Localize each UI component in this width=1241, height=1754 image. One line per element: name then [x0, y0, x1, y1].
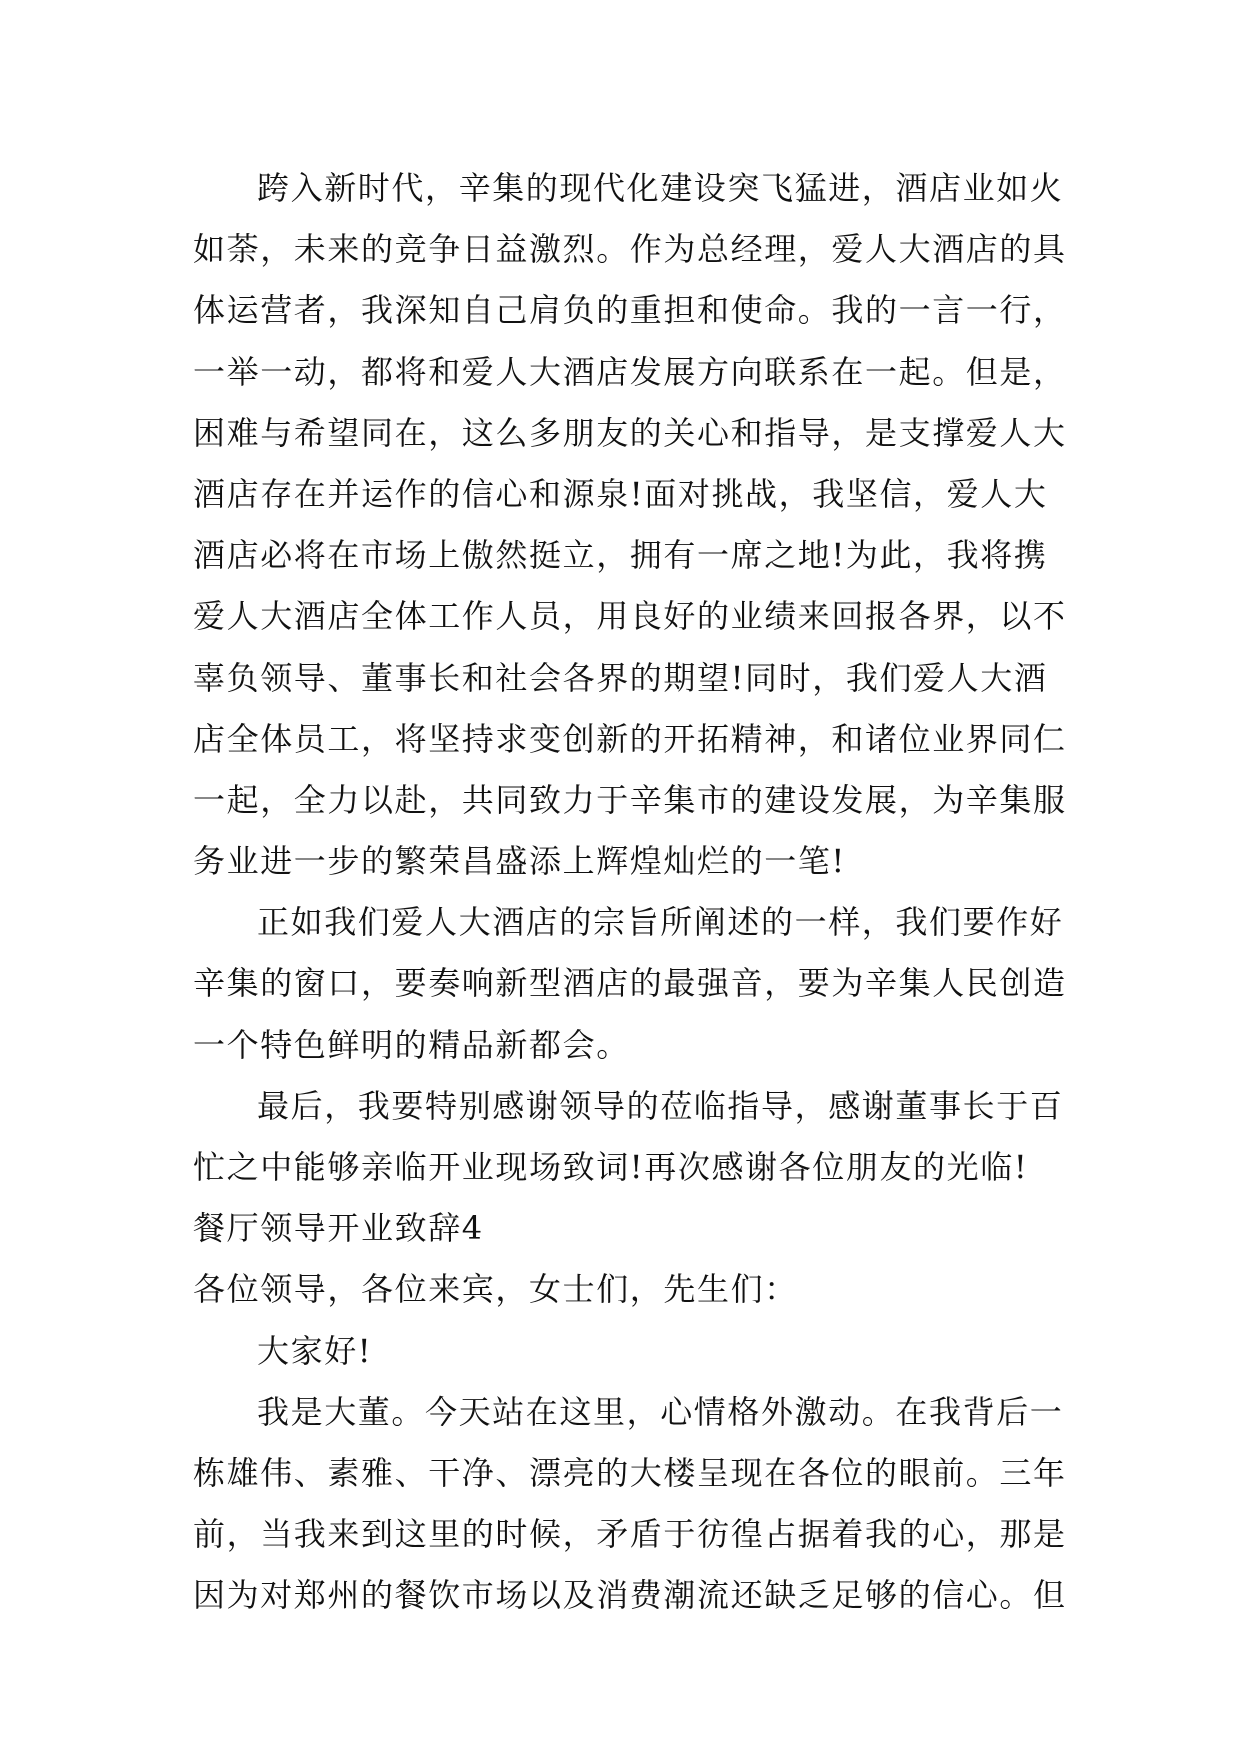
paragraph — [193, 892, 1067, 1076]
text-line: 一举一动，都将和爱人大酒店发展方向联系在一起。但是， — [193, 352, 1067, 391]
text-line: 各位领导，各位来宾，女士们，先生们： — [193, 1270, 798, 1309]
text-line: 跨入新时代，辛集的现代化建设突飞猛进，酒店业如火 — [257, 169, 1064, 207]
text-line: 一起，全力以赴，共同致力于辛集市的建设发展，为辛集服 — [193, 780, 1067, 819]
text-line: 最后，我要特别感谢领导的莅临指导，感谢董事长于百 — [257, 1086, 1064, 1125]
text-line: 忙之中能够亲临开业现场致词!再次感谢各位朋友的光临! — [193, 1148, 1029, 1186]
text-line: 大家好! — [257, 1331, 373, 1370]
greeting — [193, 1321, 1053, 1382]
text-line: 辛集的窗口，要奏响新型酒店的最强音，要为辛集人民创造 — [193, 964, 1067, 1003]
text-line: 店全体员工，将坚持求变创新的开拓精神，和诸位业界同仁 — [193, 719, 1067, 758]
text-line: 因为对郑州的餐饮市场以及消费潮流还缺乏足够的信心。但 — [193, 1576, 1067, 1615]
document-body — [193, 158, 1067, 1627]
text-line: 困难与希望同在，这么多朋友的关心和指导，是支撑爱人大 — [193, 413, 1067, 452]
paragraph — [193, 1076, 1064, 1198]
text-line: 前，当我来到这里的时候，矛盾于彷徨占据着我的心，那是 — [193, 1515, 1067, 1554]
salutation — [193, 1259, 1053, 1320]
text-line: 务业进一步的繁荣昌盛添上辉煌灿烂的一笔! — [193, 842, 846, 881]
text-line: 酒店存在并运作的信心和源泉!面对挑战，我坚信，爱人大 — [193, 474, 1048, 513]
text-line: 我是大董。今天站在这里，心情格外激动。在我背后一 — [257, 1392, 1064, 1431]
paragraph — [193, 158, 1067, 892]
text-line: 体运营者，我深知自己肩负的重担和使命。我的一言一行， — [193, 291, 1067, 330]
heading-line: 餐厅领导开业致辞4 — [193, 1209, 484, 1248]
text-line: 如荼，未来的竞争日益激烈。作为总经理，爱人大酒店的具 — [193, 230, 1067, 269]
text-line: 辜负领导、董事长和社会各界的期望!同时，我们爱人大酒 — [193, 658, 1048, 697]
text-line: 正如我们爱人大酒店的宗旨所阐述的一样，我们要作好 — [257, 903, 1064, 942]
paragraph — [193, 1382, 1067, 1627]
text-line: 栋雄伟、素雅、干净、漂亮的大楼呈现在各位的眼前。三年 — [193, 1453, 1067, 1492]
text-line: 一个特色鲜明的精品新都会。 — [193, 1025, 630, 1064]
text-line: 酒店必将在市场上傲然挺立，拥有一席之地!为此，我将携 — [193, 536, 1048, 575]
section-heading — [193, 1198, 1053, 1259]
text-line: 爱人大酒店全体工作人员，用良好的业绩来回报各界，以不 — [193, 597, 1067, 636]
